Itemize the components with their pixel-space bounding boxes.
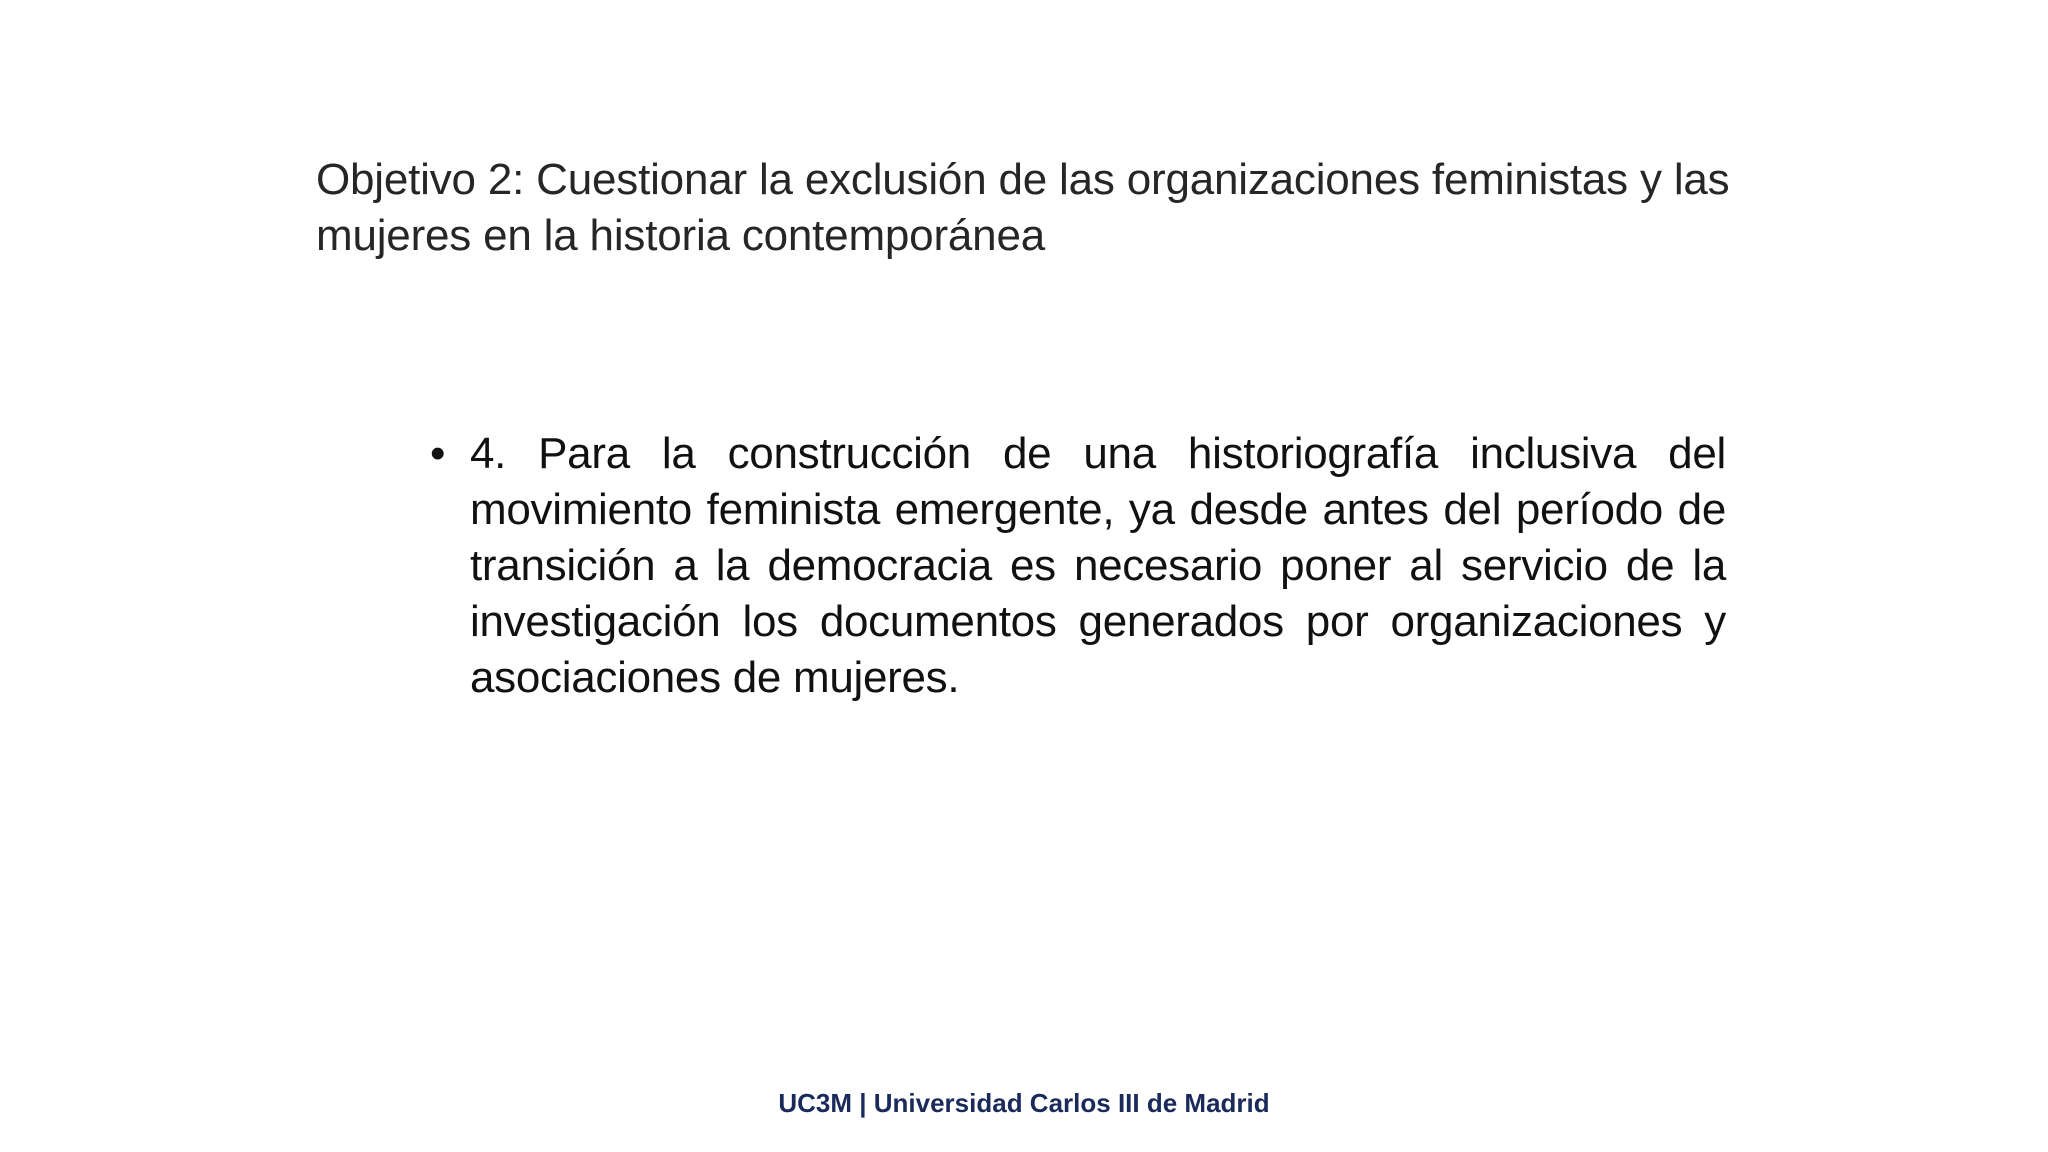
bullet-text: 4. Para la construcción de una historiografía inclusiva del movimiento feminista emergente, ya desde antes del período de transición a la democracia es necesario poner al servicio de la investigación los documentos generados por organizaciones y asociaciones de mujeres. [470, 429, 1726, 702]
bullet-list [430, 426, 1726, 706]
bullet-marker: • [430, 429, 446, 478]
bullet-item [430, 426, 1726, 706]
footer-institution: UC3M | Universidad Carlos III de Madrid [778, 1088, 1270, 1118]
slide-title: Objetivo 2: Cuestionar la exclusión de las organizaciones feministas y las mujeres en la historia contemporánea [316, 155, 1730, 260]
